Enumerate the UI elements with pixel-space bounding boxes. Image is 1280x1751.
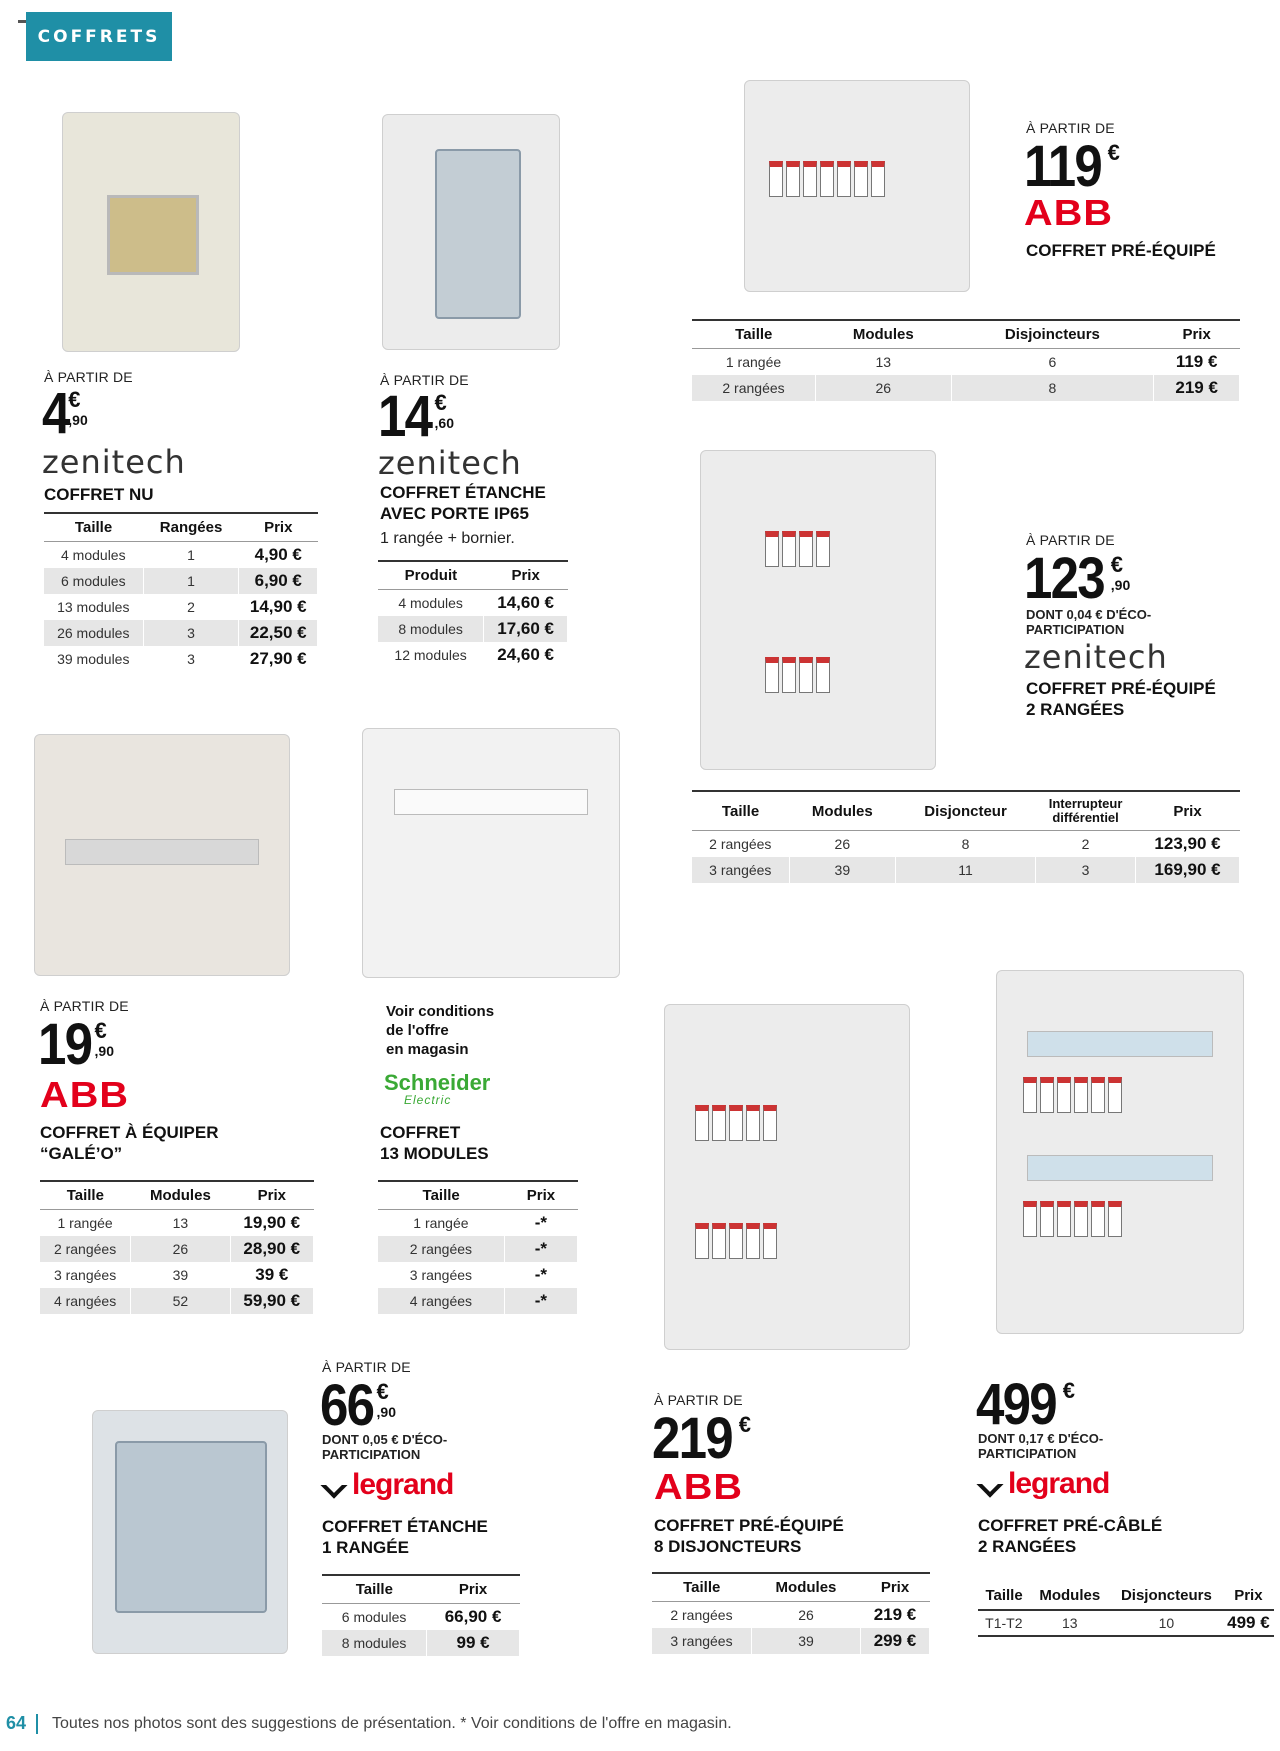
section-tag: COFFRETS [26, 12, 172, 61]
cell: 6 [951, 349, 1154, 375]
from-label-p7: À PARTIR DE [322, 1359, 411, 1375]
cell: 13 [131, 1210, 230, 1236]
cell: 26 [816, 375, 951, 401]
cell-price: 22,50 € [239, 620, 318, 646]
name-line: COFFRET À ÉQUIPER [40, 1123, 219, 1142]
brand-logo-p2: zenitech [378, 444, 522, 482]
cell-price: 66,90 € [427, 1604, 520, 1630]
cell: 4 modules [44, 542, 143, 568]
cell-price: -* [504, 1236, 577, 1262]
cell: 10 [1109, 1610, 1223, 1636]
cell: 39 [789, 857, 895, 883]
brand-name: legrand [352, 1468, 454, 1501]
col-header: Modules [816, 320, 951, 349]
transparent-door [435, 149, 521, 319]
col-header: Prix [861, 1573, 930, 1602]
currency: € [68, 387, 81, 412]
name-line: 2 RANGÉES [1026, 700, 1125, 719]
brand-logo-p1: zenitech [42, 443, 186, 481]
product-name-p9 [978, 1515, 1162, 1557]
product-photo-p3 [744, 80, 970, 292]
offer-line: Voir conditions [386, 1003, 495, 1020]
transparent-door [115, 1441, 267, 1613]
cell: 2 [143, 594, 239, 620]
offer-line: de l'offre [386, 1022, 449, 1039]
cell: 8 [896, 831, 1036, 857]
product-photo-p9 [996, 970, 1244, 1334]
breaker-row [695, 1223, 777, 1259]
eco-line: DONT 0,04 € D'ÉCO- [1026, 607, 1152, 622]
din-rail [65, 839, 258, 865]
price-cents: ,90 [1110, 577, 1131, 593]
from-label-p4: À PARTIR DE [1026, 532, 1115, 548]
price-int: 219 [652, 1406, 732, 1471]
offer-line: en magasin [386, 1041, 469, 1058]
table-row [40, 1210, 314, 1236]
panel-strip [1027, 1031, 1214, 1057]
footer-divider [36, 1714, 38, 1734]
breaker-row [769, 161, 885, 197]
panel-strip [394, 789, 589, 815]
size-table-p2 [378, 560, 568, 668]
table-row [652, 1628, 930, 1654]
col-header: Prix [230, 1181, 313, 1210]
table-row [44, 568, 318, 594]
price-int: 499 [976, 1372, 1056, 1437]
col-header: Modules [131, 1181, 230, 1210]
col-header: Modules [1030, 1582, 1109, 1610]
col-header: Prix [1154, 320, 1240, 349]
product-photo-p4 [700, 450, 936, 770]
product-photo-p2 [382, 114, 560, 350]
cell: 8 modules [322, 1630, 427, 1656]
table-row [378, 1210, 578, 1236]
cell: 39 [131, 1262, 230, 1288]
brand-logo-p8: ABB [654, 1466, 744, 1507]
cell: 6 modules [322, 1604, 427, 1630]
cell: 3 rangées [692, 857, 789, 883]
table-row [378, 1288, 578, 1314]
col-header: Taille [652, 1573, 751, 1602]
cell-price: 99 € [427, 1630, 520, 1656]
panel-strip [1027, 1155, 1214, 1181]
eco-participation-p7 [322, 1432, 447, 1462]
cell: 1 rangée [40, 1210, 131, 1236]
price-int: 19 [38, 1012, 92, 1077]
table-row [692, 349, 1240, 375]
cell: 13 [816, 349, 951, 375]
table-row [44, 594, 318, 620]
cell: 8 modules [378, 616, 484, 642]
name-line: 1 RANGÉE [322, 1538, 409, 1557]
cell: 1 [143, 542, 239, 568]
cell-price: 39 € [230, 1262, 313, 1288]
eco-line: DONT 0,17 € D'ÉCO- [978, 1431, 1104, 1446]
size-table-p9 [978, 1582, 1274, 1637]
col-header: Taille [692, 320, 816, 349]
cell: 4 modules [378, 590, 484, 616]
table-row [322, 1604, 520, 1630]
product-name-p2 [380, 482, 546, 524]
cell-price: -* [504, 1262, 577, 1288]
currency: € [1110, 552, 1124, 577]
price-int: 119 [1024, 134, 1102, 199]
name-line: 13 MODULES [380, 1144, 489, 1163]
name-line: COFFRET PRÉ-ÉQUIPÉ [654, 1516, 844, 1535]
cell-price: -* [504, 1288, 577, 1314]
legrand-icon [320, 1471, 347, 1498]
from-label-p8: À PARTIR DE [654, 1392, 743, 1408]
col-header: Prix [1223, 1582, 1273, 1610]
cell-price: 59,90 € [230, 1288, 313, 1314]
name-line: COFFRET PRÉ-CÂBLÉ [978, 1516, 1163, 1535]
cell: 2 rangées [692, 375, 816, 401]
cell: 39 [751, 1628, 860, 1654]
col-header: Taille [44, 513, 143, 542]
cell: 1 rangée [378, 1210, 504, 1236]
cell-price: 24,60 € [484, 642, 568, 668]
enclosure-opening [107, 195, 199, 275]
eco-line: PARTICIPATION [978, 1446, 1077, 1461]
eco-line: PARTICIPATION [322, 1447, 421, 1462]
cell-price: 169,90 € [1136, 857, 1240, 883]
cell-price: -* [504, 1210, 577, 1236]
col-header: Rangées [143, 513, 239, 542]
eco-participation-p4 [1026, 607, 1151, 637]
size-table-p6 [378, 1180, 578, 1314]
currency: € [1107, 140, 1120, 165]
price-p3 [1024, 134, 1120, 199]
table-row [378, 616, 568, 642]
cell: 3 rangées [378, 1262, 504, 1288]
cell-price: 123,90 € [1136, 831, 1240, 857]
cell: 2 rangées [692, 831, 789, 857]
price-int: 14 [378, 384, 432, 449]
from-label-p3: À PARTIR DE [1026, 120, 1115, 136]
cell: 11 [896, 857, 1036, 883]
cell: 26 [751, 1602, 860, 1628]
cell: 2 rangées [652, 1602, 751, 1628]
product-photo-p7 [92, 1410, 288, 1654]
cell: 2 rangées [40, 1236, 131, 1262]
product-photo-p1 [62, 112, 240, 352]
price-p9 [976, 1372, 1076, 1437]
price-p4 [1024, 546, 1131, 611]
col-header: Prix [427, 1575, 520, 1604]
product-name-p3: COFFRET PRÉ-ÉQUIPÉ [1026, 241, 1216, 260]
name-line: COFFRET ÉTANCHE [380, 483, 546, 502]
table-row [44, 620, 318, 646]
breaker-row [1023, 1077, 1122, 1113]
cell: 12 modules [378, 642, 484, 668]
product-photo-p8 [664, 1004, 910, 1350]
product-name-p8 [654, 1515, 844, 1557]
breaker-row [765, 657, 830, 693]
table-row [692, 831, 1240, 857]
table-row [44, 646, 318, 672]
cell-price: 219 € [861, 1602, 930, 1628]
cell: 13 modules [44, 594, 143, 620]
breaker-row [695, 1105, 777, 1141]
from-label-p5: À PARTIR DE [40, 998, 129, 1014]
cell: T1-T2 [978, 1610, 1030, 1636]
page-footer [6, 1713, 732, 1734]
brand-logo-p5: ABB [40, 1074, 130, 1115]
col-header: Disjoncteurs [1109, 1582, 1223, 1610]
cell: 1 rangée [692, 349, 816, 375]
cell: 52 [131, 1288, 230, 1314]
cell: 3 [1036, 857, 1136, 883]
brand-logo-p6 [384, 1072, 490, 1106]
price-p5 [38, 1012, 114, 1077]
brand-logo-p3: ABB [1024, 192, 1114, 233]
col-header: Prix [239, 513, 318, 542]
cell-price: 6,90 € [239, 568, 318, 594]
table-row [378, 590, 568, 616]
from-label-p1: À PARTIR DE [44, 369, 133, 385]
cell: 1 [143, 568, 239, 594]
col-header: Prix [1136, 791, 1240, 831]
name-line: 8 DISJONCTEURS [654, 1537, 802, 1556]
cell: 26 modules [44, 620, 143, 646]
size-table-p4 [692, 790, 1240, 883]
cell: 13 [1030, 1610, 1109, 1636]
table-row [692, 857, 1240, 883]
price-int: 66 [320, 1373, 374, 1438]
col-header: Taille [978, 1582, 1030, 1610]
col-header: Disjoncteur [896, 791, 1036, 831]
col-header: Produit [378, 561, 484, 590]
cell: 2 [1036, 831, 1136, 857]
cell: 4 rangées [378, 1288, 504, 1314]
name-line: AVEC PORTE IP65 [380, 504, 529, 523]
cell-price: 14,90 € [239, 594, 318, 620]
from-label-p2: À PARTIR DE [380, 372, 469, 388]
legrand-icon [976, 1470, 1003, 1497]
cell: 6 modules [44, 568, 143, 594]
name-line: “GALÉ’O” [40, 1144, 123, 1163]
cell: 4 rangées [40, 1288, 131, 1314]
cell-price: 4,90 € [239, 542, 318, 568]
price-p8 [652, 1406, 752, 1471]
name-line: COFFRET PRÉ-ÉQUIPÉ [1026, 679, 1216, 698]
table-row [40, 1288, 314, 1314]
price-int: 4 [42, 381, 69, 446]
table-row [692, 375, 1240, 401]
table-row [652, 1602, 930, 1628]
col-header: Modules [751, 1573, 860, 1602]
table-row [40, 1236, 314, 1262]
eco-line: DONT 0,05 € D'ÉCO- [322, 1432, 448, 1447]
brand-name: legrand [1008, 1467, 1110, 1500]
currency: € [434, 390, 447, 415]
cell: 3 [143, 620, 239, 646]
price-p7 [320, 1373, 396, 1438]
cell-price: 299 € [861, 1628, 930, 1654]
col-header: Taille [692, 791, 789, 831]
size-table-p5 [40, 1180, 314, 1314]
table-row [978, 1610, 1274, 1636]
cell: 26 [789, 831, 895, 857]
eco-participation-p9 [978, 1431, 1103, 1461]
brand-logo-p7 [322, 1468, 453, 1502]
table-row [378, 642, 568, 668]
name-line: COFFRET [380, 1123, 461, 1142]
cell: 26 [131, 1236, 230, 1262]
price-cents: ,90 [94, 1043, 114, 1059]
name-line: 2 RANGÉES [978, 1537, 1077, 1556]
breaker-row [765, 531, 830, 567]
cell: 2 rangées [378, 1236, 504, 1262]
cell: 3 rangées [40, 1262, 131, 1288]
price-cents: ,90 [376, 1404, 396, 1420]
cell-price: 499 € [1223, 1610, 1273, 1636]
currency: € [376, 1379, 389, 1404]
brand-logo-p9 [978, 1467, 1109, 1501]
table-row [44, 542, 318, 568]
product-name-p6 [380, 1122, 489, 1164]
size-table-p7 [322, 1574, 520, 1656]
product-name-p5 [40, 1122, 219, 1164]
eco-line: PARTICIPATION [1026, 622, 1125, 637]
footer-note: Toutes nos photos sont des suggestions de présentation. * Voir conditions de l'offre en magasin. [52, 1714, 732, 1732]
cell-price: 14,60 € [484, 590, 568, 616]
product-name-p7 [322, 1516, 488, 1558]
cell: 3 rangées [652, 1628, 751, 1654]
col-header: Taille [322, 1575, 427, 1604]
cell-price: 119 € [1154, 349, 1240, 375]
price-cents: ,90 [68, 412, 88, 428]
price-cents: ,60 [434, 415, 454, 431]
cell: 39 modules [44, 646, 143, 672]
currency: € [738, 1412, 752, 1437]
col-header: Modules [789, 791, 895, 831]
cell-price: 17,60 € [484, 616, 568, 642]
price-int: 123 [1024, 546, 1104, 611]
col-header: Disjoincteurs [951, 320, 1154, 349]
cell-price: 219 € [1154, 375, 1240, 401]
cell: 3 [143, 646, 239, 672]
col-header: Taille [378, 1181, 504, 1210]
currency: € [94, 1018, 107, 1043]
col-header: Taille [40, 1181, 131, 1210]
cell: 8 [951, 375, 1154, 401]
product-photo-p5 [34, 734, 290, 976]
product-photo-p6 [362, 728, 620, 978]
price-p1 [42, 381, 88, 446]
brand-name: Schneider [384, 1070, 491, 1095]
name-line: COFFRET ÉTANCHE [322, 1517, 488, 1536]
table-row [322, 1630, 520, 1656]
table-row [378, 1262, 578, 1288]
price-p2 [378, 384, 454, 449]
product-name-p4 [1026, 678, 1216, 720]
cell-price: 19,90 € [230, 1210, 313, 1236]
size-table-p1 [44, 512, 318, 672]
product-note-p2: 1 rangée + bornier. [380, 530, 515, 547]
table-row [40, 1262, 314, 1288]
breaker-row [1023, 1201, 1122, 1237]
cell-price: 27,90 € [239, 646, 318, 672]
currency: € [1062, 1378, 1076, 1403]
col-header: Prix [504, 1181, 577, 1210]
col-header: Prix [484, 561, 568, 590]
brand-sub: Electric [404, 1093, 452, 1107]
col-header: Interrupteur différentiel [1036, 791, 1136, 831]
size-table-p8 [652, 1572, 930, 1654]
table-row [378, 1236, 578, 1262]
offer-note-p6 [386, 1002, 494, 1059]
cell-price: 28,90 € [230, 1236, 313, 1262]
page-number: 64 [6, 1713, 27, 1733]
size-table-p3 [692, 319, 1240, 401]
brand-logo-p4: zenitech [1024, 638, 1168, 676]
product-name-p1: COFFRET NU [44, 485, 154, 504]
